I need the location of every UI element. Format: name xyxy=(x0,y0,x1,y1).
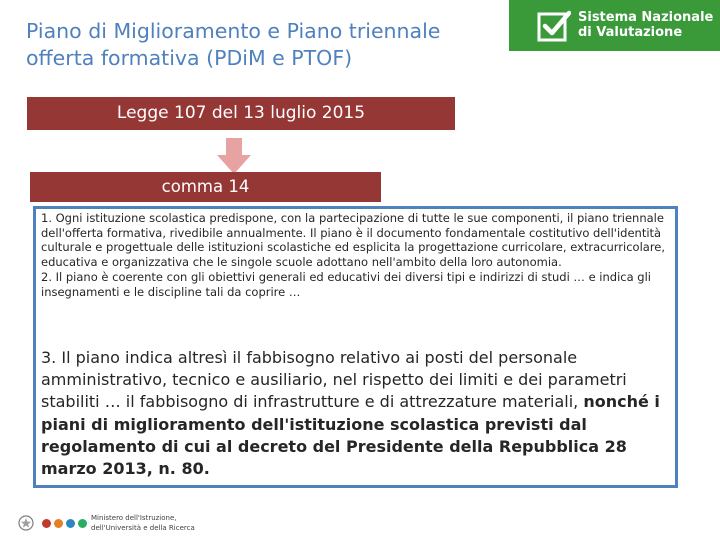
miur-logo xyxy=(42,516,87,530)
paragraph-3 xyxy=(41,347,673,480)
check-box-icon xyxy=(537,9,571,43)
title-line-2: offerta formativa (PDiM e PTOF) xyxy=(26,46,353,70)
arrow-down-icon xyxy=(217,138,251,174)
snv-label xyxy=(578,10,713,40)
logo-dot-orange xyxy=(54,519,63,528)
paragraph-2: 2. Il piano è coerente con gli obiettivi generali ed educativi dei diversi tipi e indirizzi di studi … e indica gli insegnamenti e le discipline tali da coprire … xyxy=(41,269,651,299)
footer-line-1: Ministero dell'Istruzione, xyxy=(91,514,177,522)
snv-badge xyxy=(509,0,720,51)
emblem-icon xyxy=(18,515,34,531)
paragraph-3-emphasis: nonché i piani di miglioramento dell'istituzione scolastica previsti dal regolamento di cui al decreto del Presidente della Repubblica 28 marzo 2013, n. 80. xyxy=(41,392,660,479)
footer-ministry xyxy=(91,513,195,533)
logo-dot-red xyxy=(42,519,51,528)
paragraph-3-text: 3. Il piano indica altresì il fabbisogno relativo ai posti del personale amministrativo, tecnico e ausiliario, nel rispetto dei limiti e dei parametri stabiliti … il fabbisogno di infrastrutture e di attrezzature materiali, xyxy=(41,348,627,412)
content-small-text xyxy=(41,211,673,299)
law-banner: Legge 107 del 13 luglio 2015 xyxy=(27,97,455,130)
logo-dot-blue xyxy=(66,519,75,528)
footer-line-2: dell'Università e della Ricerca xyxy=(91,524,195,532)
comma-banner: comma 14 xyxy=(30,172,381,202)
snv-label-line-1: Sistema Nazionale xyxy=(578,10,714,25)
paragraph-1: 1. Ogni istituzione scolastica predispone, con la partecipazione di tutte le sue componenti, il piano triennale dell'offerta formativa, rivedibile annualmente. Il piano è il documento fondamentale costitutivo dell'identità culturale e progettuale delle istituzioni scolastiche ed esplicita la progettazione curricolare, extracurricolare, educativa e organizzativa che le singole scuole adottano nell'ambito della loro autonomia. xyxy=(41,211,666,270)
page-title xyxy=(26,18,506,72)
snv-label-line-2: di Valutazione xyxy=(578,25,683,40)
logo-dot-green xyxy=(78,519,87,528)
title-line-1: Piano di Miglioramento e Piano triennale xyxy=(26,19,441,43)
